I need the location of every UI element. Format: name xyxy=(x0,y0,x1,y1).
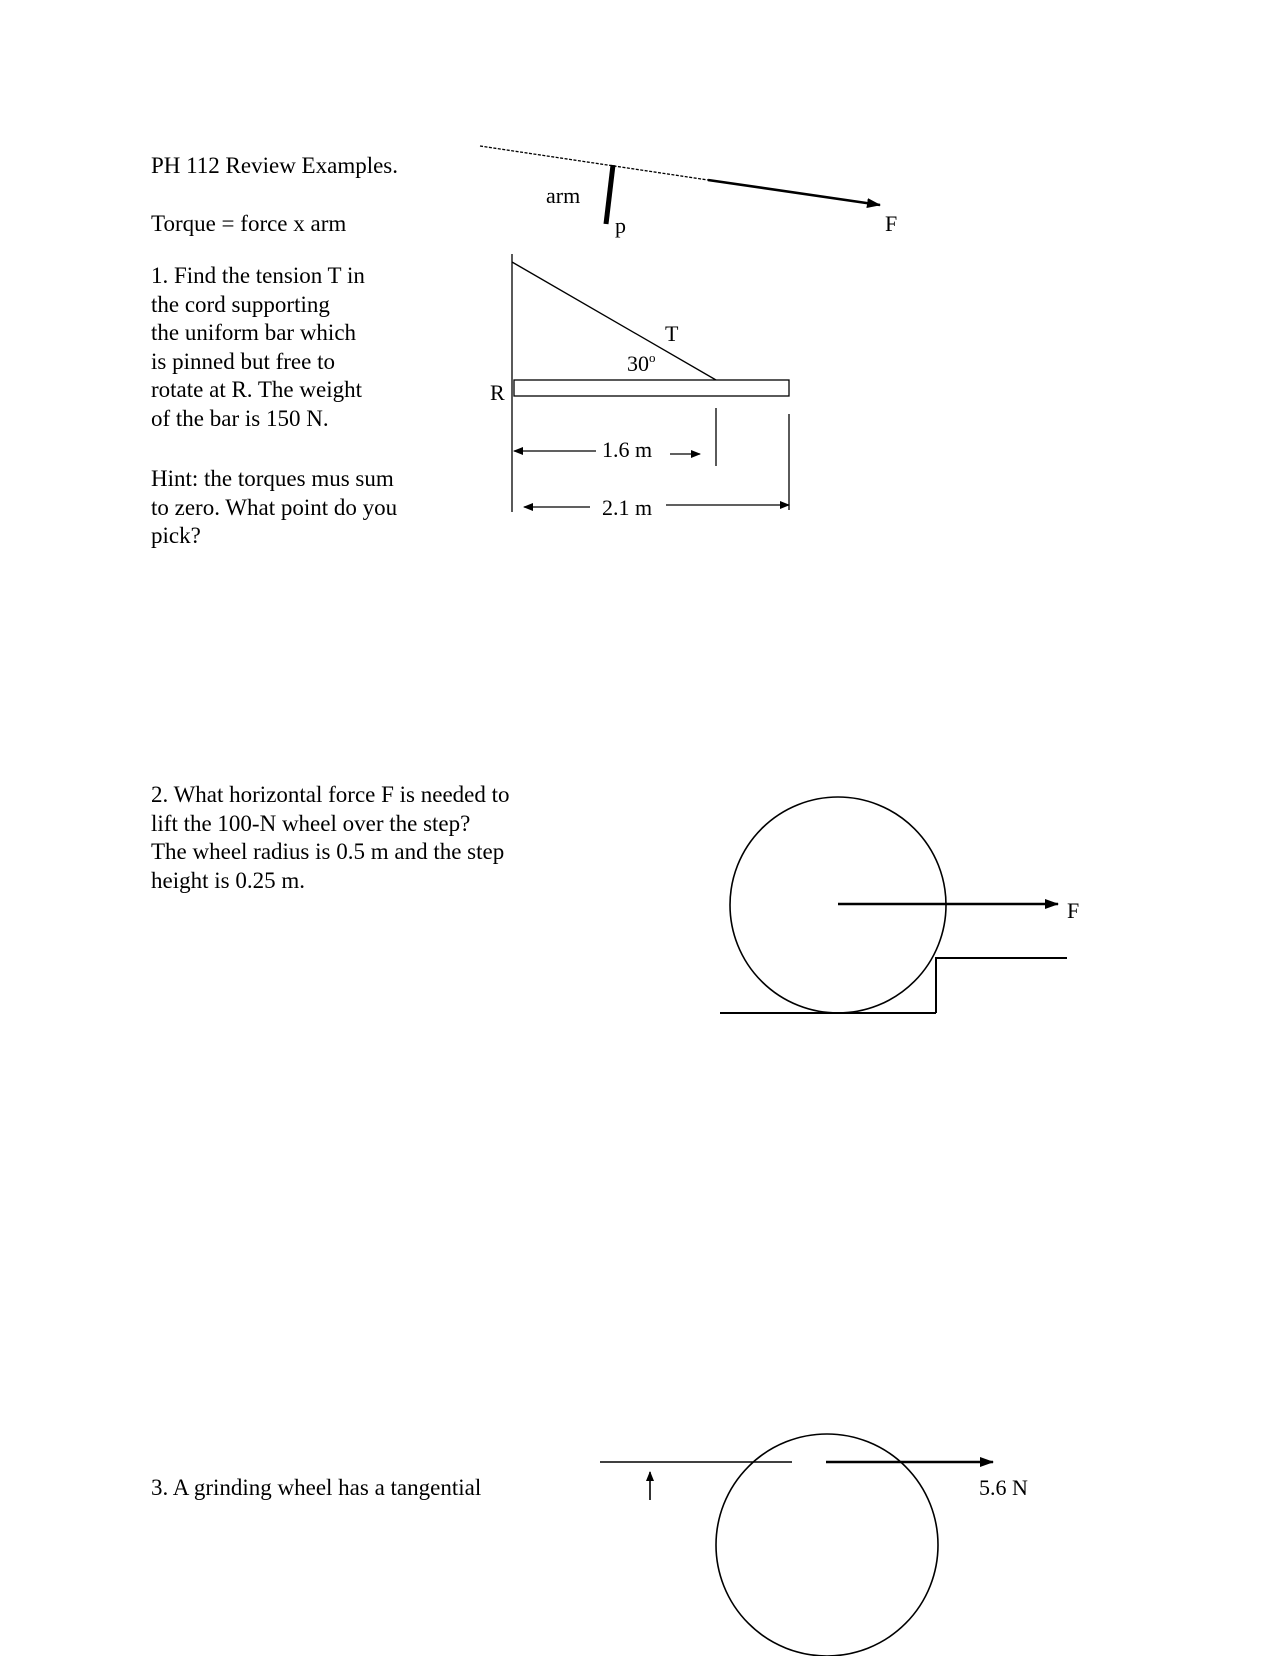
problem-1-line: rotate at R. The weight xyxy=(151,377,362,402)
line-of-action-dashed xyxy=(480,146,708,180)
problem-1-line: the cord supporting xyxy=(151,291,330,317)
grinding-wheel-diagram xyxy=(600,1434,993,1656)
problem-1-line: of the bar is 150 N. xyxy=(151,405,329,431)
wheel-step-diagram xyxy=(720,797,1067,1013)
problem-2-line: The wheel radius is 0.5 m and the step xyxy=(151,839,505,864)
torque-formula: Torque = force x arm xyxy=(151,211,347,236)
pivot-label: p xyxy=(615,213,626,238)
grinding-wheel xyxy=(716,1434,938,1656)
cord xyxy=(512,262,716,380)
dimension-long: 2.1 m xyxy=(602,495,653,520)
problem-2-line: height is 0.25 m. xyxy=(151,867,305,893)
problem-1-line: the uniform bar which xyxy=(151,320,357,345)
uniform-bar xyxy=(514,380,789,396)
problem-1-line: is pinned but free to xyxy=(151,348,335,374)
angle-label xyxy=(627,352,656,376)
pin-label: R xyxy=(490,380,505,405)
arm-label: arm xyxy=(546,183,581,208)
tension-label: T xyxy=(665,321,679,346)
document-title: PH 112 Review Examples. xyxy=(151,153,399,178)
bar-diagram xyxy=(512,254,789,512)
moment-arm xyxy=(606,165,613,224)
force-label-torque: F xyxy=(885,211,898,236)
hint-line: pick? xyxy=(151,523,201,548)
hint-line: to zero. What point do you xyxy=(151,494,398,520)
force-label-wheel: F xyxy=(1067,898,1080,923)
problem-1-line: 1. Find the tension T in xyxy=(151,263,365,288)
dimension-short: 1.6 m xyxy=(602,437,653,462)
force-vector xyxy=(708,180,880,205)
hint-line: Hint: the torques mus sum xyxy=(151,466,394,491)
angle-value: 30 xyxy=(627,351,649,376)
grinding-force-label: 5.6 N xyxy=(979,1475,1028,1500)
angle-unit: o xyxy=(649,350,656,365)
step-outline xyxy=(936,958,1067,1013)
problem-3-line: 3. A grinding wheel has a tangential xyxy=(151,1475,482,1500)
problem-2-line: 2. What horizontal force F is needed to xyxy=(151,782,510,807)
torque-diagram xyxy=(480,146,880,224)
problem-2-line: lift the 100-N wheel over the step? xyxy=(151,810,471,836)
